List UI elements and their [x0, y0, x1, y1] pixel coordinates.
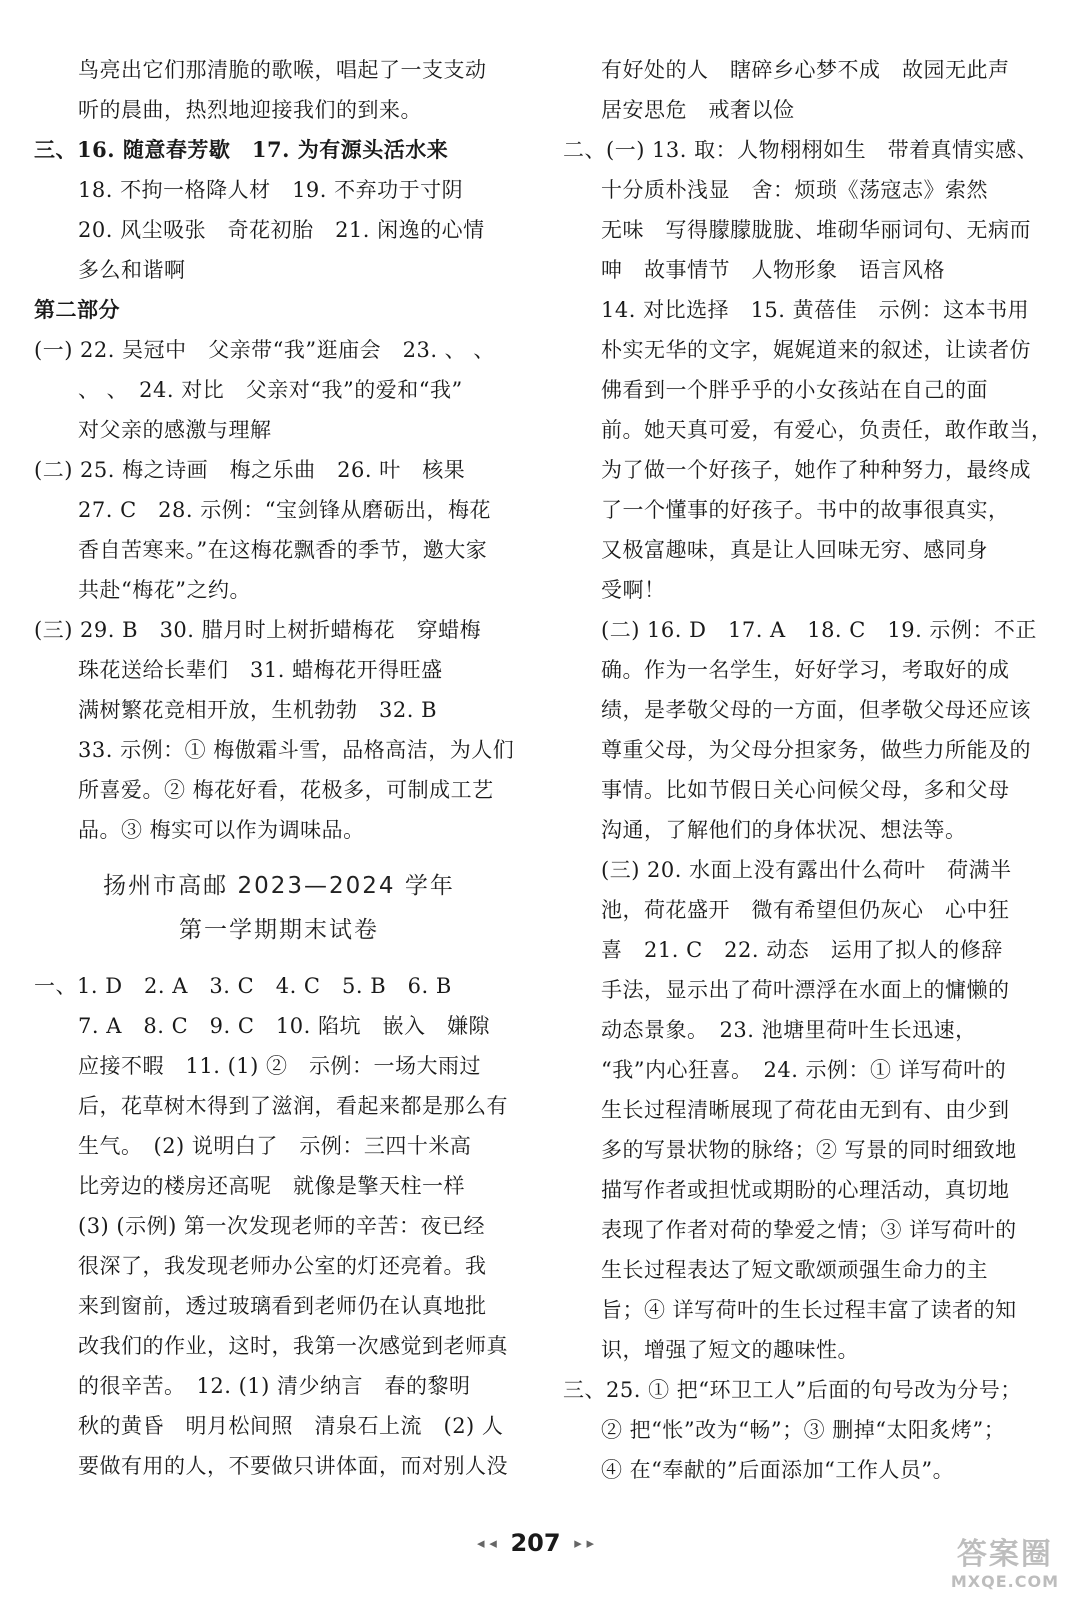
text-line: 鸟亮出它们那清脆的歌喉，唱起了一支支动: [78, 58, 487, 82]
answer-line: 、 、 24. 对比 父亲对“我”的爱和“我”: [78, 378, 463, 402]
section-3-line: 18. 不拘一格降人材 19. 不弃功于寸阴: [78, 178, 464, 202]
answer-line: 确。作为一名学生，好好学习，考取好的成: [601, 658, 1010, 682]
right-arrows-icon: ▸ ▸: [574, 1534, 595, 1552]
answer-line: 朴实无华的文字，娓娓道来的叙述，让读者仿: [601, 338, 1031, 362]
answer-line: 满树繁花竞相开放，生机勃勃 32. B: [78, 698, 438, 722]
answer-line: 又极富趣味，真是让人回味无穷、感同身: [601, 538, 988, 562]
answer-line: 生气。 (2) 说明白了 示例：三四十米高: [78, 1134, 472, 1158]
answer-line: 受啊！: [601, 578, 666, 602]
answer-line: 改我们的作业，这时，我第一次感觉到老师真: [78, 1334, 508, 1358]
answer-line: 池，荷花盛开 微有希望但仍灰心 心中狂: [601, 898, 1010, 922]
answer-line: 比旁边的楼房还高呢 就像是擎天柱一样: [78, 1174, 465, 1198]
answer-line: 尊重父母，为父母分担家务，做些力所能及的: [601, 738, 1031, 762]
answer-line: 了一个懂事的好孩子。书中的故事很真实，: [601, 498, 1010, 522]
section-3-line: 多么和谐啊: [78, 258, 186, 282]
left-column: [34, 50, 524, 1486]
answer-line: 沟通，了解他们的身体状况、想法等。: [601, 818, 967, 842]
answer-line: 7. A 8. C 9. C 10. 陷坑 嵌入 嫌隙: [78, 1014, 491, 1038]
answer-line: 识，增强了短文的趣味性。: [601, 1338, 859, 1362]
exam-title: 扬州市高邮 2023—2024 学年: [103, 873, 455, 899]
answer-line: 三、25. ① 把“环卫工人”后面的句号改为分号；: [563, 1378, 1022, 1402]
answer-line: “我”内心狂喜。 24. 示例：① 详写荷叶的: [601, 1058, 1007, 1082]
answer-line: 共赴“梅花”之约。: [78, 578, 251, 602]
right-column: [563, 50, 1053, 1490]
answer-line: 前。她天真可爱，有爱心，负责任，敢作敢当，: [601, 418, 1053, 442]
answer-line: 描写作者或担忧或期盼的心理活动，真切地: [601, 1178, 1010, 1202]
answer-line: 对父亲的感激与理解: [78, 418, 272, 442]
answer-line: 绩，是孝敬父母的一方面，但孝敬父母还应该: [601, 698, 1031, 722]
answer-line: 14. 对比选择 15. 黄蓓佳 示例：这本书用: [601, 298, 1030, 322]
answer-line: 很深了，我发现老师办公室的灯还亮着。我: [78, 1254, 487, 1278]
answer-line: 居安思危 戒奢以俭: [601, 98, 795, 122]
answer-line: (3) (示例) 第一次发现老师的辛苦：夜已经: [78, 1214, 485, 1238]
answer-line: 佛看到一个胖乎乎的小女孩站在自己的面: [601, 378, 988, 402]
answer-line: 喜 21. C 22. 动态 运用了拟人的修辞: [601, 938, 1003, 962]
answer-line: 香自苦寒来。”在这梅花飘香的季节，邀大家: [78, 538, 488, 562]
answer-line: (一) 22. 吴冠中 父亲带“我”逛庙会 23. 、 、: [34, 338, 495, 362]
exam-subtitle: 第一学期期末试卷: [179, 917, 379, 943]
section-3-line: 20. 风尘吸张 奇花初胎 21. 闲逸的心情: [78, 218, 485, 242]
answer-line: 手法，显示出了荷叶漂浮在水面上的慵懒的: [601, 978, 1010, 1002]
answer-line: 应接不暇 11. (1) ② 示例：一场大雨过: [78, 1054, 481, 1078]
answer-line: 呻 故事情节 人物形象 语言风格: [601, 258, 945, 282]
answer-line: 27. C 28. 示例：“宝剑锋从磨砺出，梅花: [78, 498, 491, 522]
answer-line: (三) 29. B 30. 腊月时上树折蜡梅花 穿蜡梅: [34, 618, 482, 642]
answer-line: 有好处的人 瞎碎乡心梦不成 故园无此声: [601, 58, 1010, 82]
answer-line: (二) 25. 梅之诗画 梅之乐曲 26. 叶 核果: [34, 458, 466, 482]
answer-line: ② 把“怅”改为“畅”；③ 删掉“太阳炙烤”；: [601, 1418, 1006, 1442]
watermark-logo: [950, 1537, 1059, 1591]
answer-line: 33. 示例：① 梅傲霜斗雪，品格高洁，为人们: [78, 738, 515, 762]
answer-line: 无味 写得朦朦胧胧、堆砌华丽词句、无病而: [601, 218, 1031, 242]
section-3-line: 三、16. 随意春芳歇 17. 为有源头活水来: [34, 137, 449, 162]
answer-line: 旨；④ 详写荷叶的生长过程丰富了读者的知: [601, 1298, 1017, 1322]
answer-line: 后，花草树木得到了滋润，看起来都是那么有: [78, 1094, 508, 1118]
left-arrows-icon: ◂ ◂: [476, 1534, 497, 1552]
answer-line: 动态景象。 23. 池塘里荷叶生长迅速，: [601, 1018, 977, 1042]
watermark-text: 答案圈: [956, 1537, 1053, 1572]
answer-line: 秋的黄昏 明月松间照 清泉石上流 (2) 人: [78, 1414, 504, 1438]
answer-line: 二、(一) 13. 取：人物栩栩如生 带着真情实感、: [563, 138, 1039, 162]
part-2-heading: 第二部分: [34, 297, 120, 322]
answer-line: 生长过程表达了短文歌颂顽强生命力的主: [601, 1258, 988, 1282]
answer-line: 的很辛苦。 12. (1) 清少纳言 春的黎明: [78, 1374, 471, 1398]
text-line: 听的晨曲，热烈地迎接我们的到来。: [78, 98, 422, 122]
watermark-url: MXQE.COM: [950, 1572, 1059, 1591]
answer-line: 为了做一个好孩子，她作了种种努力，最终成: [601, 458, 1031, 482]
page-number: 207: [510, 1529, 561, 1557]
answer-line: 生长过程清晰展现了荷花由无到有、由少到: [601, 1098, 1010, 1122]
answer-line: 表现了作者对荷的挚爱之情；③ 详写荷叶的: [601, 1218, 1017, 1242]
answer-line: 要做有用的人，不要做只讲体面，而对别人没: [78, 1454, 508, 1478]
answer-line: 十分质朴浅显 舍：烦琐《荡寇志》索然: [601, 178, 988, 202]
answer-line: (二) 16. D 17. A 18. C 19. 示例：不正: [601, 618, 1037, 642]
answer-line: 事情。比如节假日关心问候父母，多和父母: [601, 778, 1010, 802]
answer-line: 珠花送给长辈们 31. 蜡梅花开得旺盛: [78, 658, 443, 682]
answer-line: 多的写景状物的脉络；② 写景的同时细致地: [601, 1138, 1017, 1162]
answer-line: 一、1. D 2. A 3. C 4. C 5. B 6. B: [34, 974, 452, 998]
answer-line: (三) 20. 水面上没有露出什么荷叶 荷满半: [601, 858, 1012, 882]
answer-line: ④ 在“奉献的”后面添加“工作人员”。: [601, 1458, 955, 1482]
answer-line: 所喜爱。② 梅花好看，花极多，可制成工艺: [78, 778, 494, 802]
answer-line: 品。③ 梅实可以作为调味品。: [78, 818, 365, 842]
answer-line: 来到窗前，透过玻璃看到老师仍在认真地批: [78, 1294, 487, 1318]
page-footer: [0, 1528, 1071, 1557]
